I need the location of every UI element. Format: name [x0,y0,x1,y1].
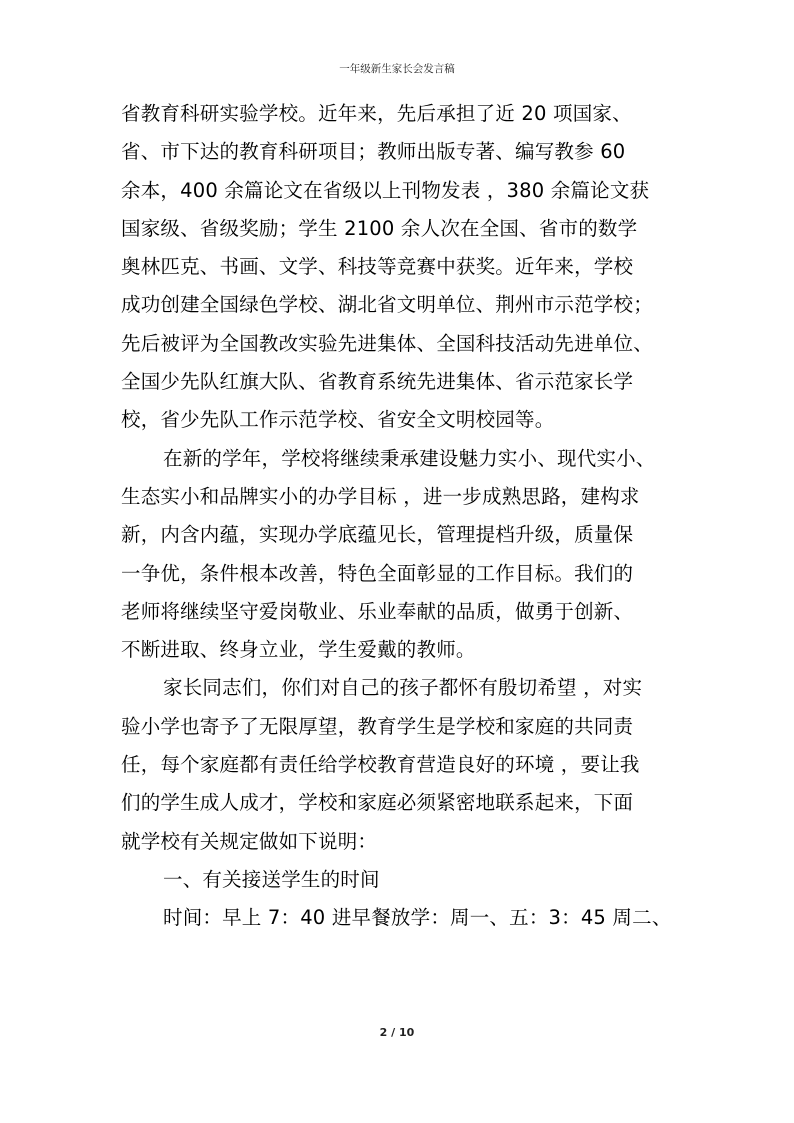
text-line: 奥林匹克、书画、文学、科技等竞赛中获奖。近年来，学校 [121,255,634,279]
text-line: 全国少先队红旗大队、省教育系统先进集体、省示范家长学 [121,370,634,394]
page-number: 2 / 10 [379,1026,415,1039]
text-line: 验小学也寄予了无限厚望，教育学生是学校和家庭的共同责 [121,714,634,738]
text-line: 老师将继续坚守爱岗敬业、乐业奉献的品质，做勇于创新、 [121,599,634,623]
text-line: 省、市下达的教育科研项目；教师出版专著、编写教参 60 [121,140,626,164]
paragraph-start-line: 在新的学年，学校将继续秉承建设魅力实小、现代实小、 [163,446,656,470]
section-heading: 一、有关接送学生的时间 [163,867,380,891]
running-header: 一年级新生家长会发言稿 [339,63,455,75]
text-line: 余本，400 余篇论文在省级以上刊物发表 ，380 余篇论文获 [121,178,650,202]
text-line: 就学校有关规定做如下说明： [121,829,378,853]
text-line: 任，每个家庭都有责任给学校教育营造良好的环境 ，要让我 [121,753,640,777]
text-line: 新，内含内蕴，实现办学底蕴见长，管理提档升级，质量保 [121,523,634,547]
paragraph-start-line: 家长同志们，你们对自己的孩子都怀有殷切希望 ，对实 [163,676,643,700]
text-line: 先后被评为全国教改实验先进集体、全国科技活动先进单位、 [121,331,653,355]
text-line: 生态实小和品牌实小的办学目标 ，进一步成熟思路，建构求 [121,484,640,508]
text-line: 成功创建全国绿色学校、湖北省文明单位、荆州市示范学校； [121,293,653,317]
paragraph-start-line: 时间：早上 7：40 进早餐放学：周一、五：3：45 周二、 [163,906,672,930]
text-line: 省教育科研实验学校。近年来，先后承担了近 20 项国家、 [121,102,632,125]
text-line: 国家级、省级奖励；学生 2100 余人次在全国、省市的数学 [121,216,638,240]
document-body [121,95,681,938]
text-line: 一争优，条件根本改善，特色全面彰显的工作目标。我们的 [121,561,634,585]
text-line: 们的学生成人成才，学校和家庭必须紧密地联系起来，下面 [121,791,634,815]
text-line: 不断进取、终身立业，学生爱戴的教师。 [121,638,476,662]
text-line: 校，省少先队工作示范学校、省安全文明校园等。 [121,408,555,432]
